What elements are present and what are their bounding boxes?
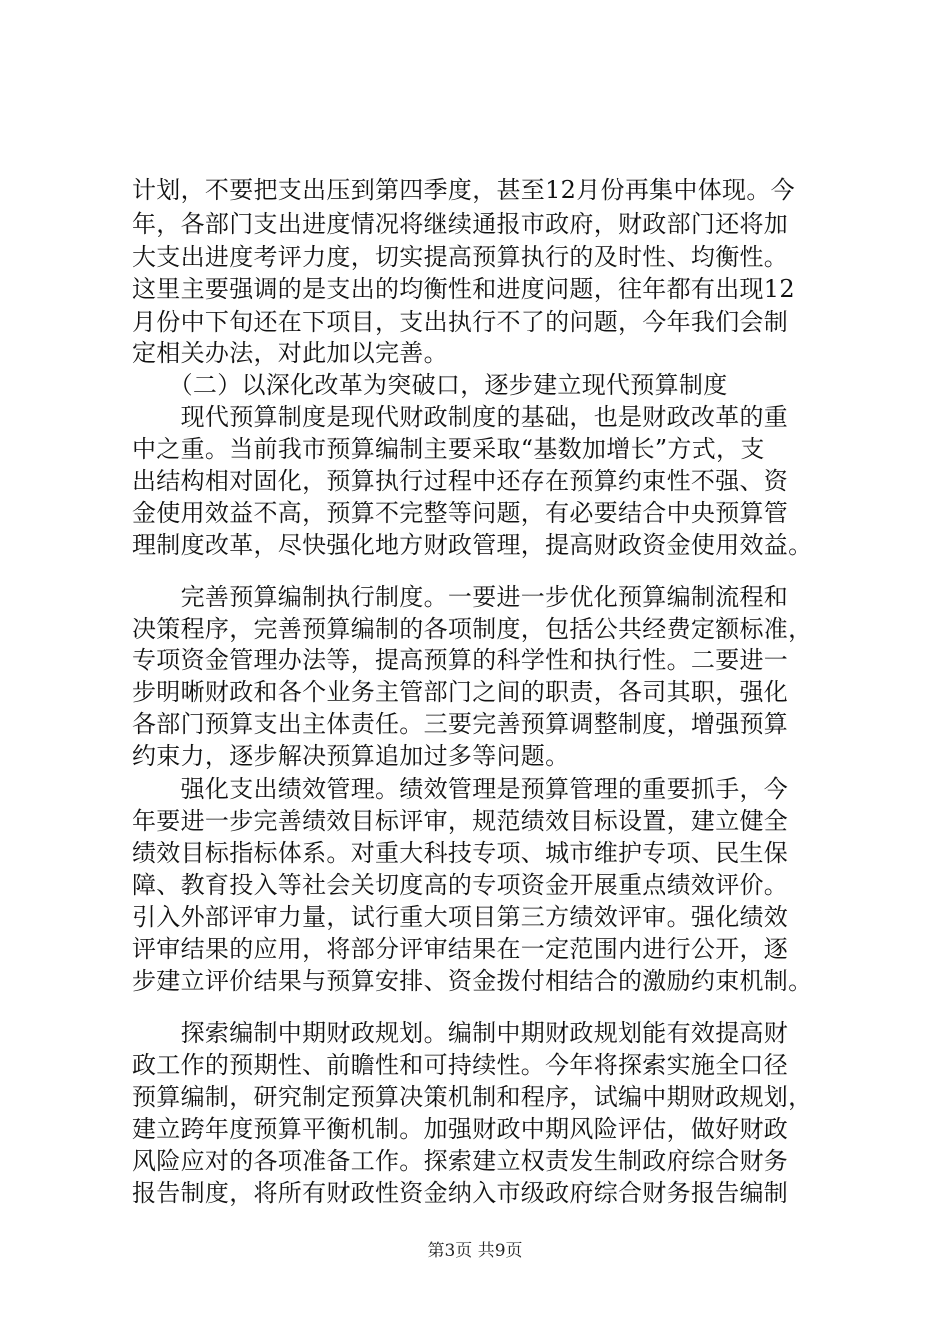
- text-line: 报告制度，将所有财政性资金纳入市级政府综合财务报告编制: [132, 1179, 789, 1207]
- text-line: 强化支出绩效管理。绩效管理是预算管理的重要抓手，今: [132, 775, 789, 803]
- text-line: 中之重。当前我市预算编制主要采取“基数加增长”方式，支: [132, 435, 765, 463]
- text-line: 引入外部评审力量，试行重大项目第三方绩效评审。强化绩效: [132, 903, 789, 931]
- text-line: 大支出进度考评力度，切实提高预算执行的及时性、均衡性。: [132, 243, 789, 271]
- text-line: 各部门预算支出主体责任。三要完善预算调整制度，增强预算: [132, 710, 789, 738]
- text-line: 探索编制中期财政规划。编制中期财政规划能有效提高财: [132, 1019, 789, 1047]
- text-line: 定相关办法，对此加以完善。: [132, 339, 448, 367]
- text-line: 绩效目标指标体系。对重大科技专项、城市维护专项、民生保: [132, 839, 789, 867]
- text-line: 完善预算编制执行制度。一要进一步优化预算编制流程和: [132, 583, 789, 611]
- text-line: 政工作的预期性、前瞻性和可持续性。今年将探索实施全口径: [132, 1051, 789, 1079]
- text-line: 年要进一步完善绩效目标评审，规范绩效目标设置，建立健全: [132, 807, 789, 835]
- text-line: 评审结果的应用，将部分评审结果在一定范围内进行公开，逐: [132, 935, 789, 963]
- text-line: 计划，不要把支出压到第四季度，甚至12月份再集中体现。今: [132, 176, 795, 204]
- text-line: 理制度改革，尽快强化地方财政管理，提高财政资金使用效益。: [132, 531, 813, 559]
- text-line: 这里主要强调的是支出的均衡性和进度问题，往年都有出现12: [132, 275, 795, 303]
- text-line: 金使用效益不高，预算不完整等问题，有必要结合中央预算管: [132, 499, 789, 527]
- text-line: 年，各部门支出进度情况将继续通报市政府，财政部门还将加: [132, 210, 789, 238]
- text-line: 专项资金管理办法等，提高预算的科学性和执行性。二要进一: [132, 646, 789, 674]
- text-line: 步建立评价结果与预算安排、资金拨付相结合的激励约束机制。: [132, 967, 813, 995]
- text-line: 出结构相对固化，预算执行过程中还存在预算约束性不强、资: [132, 467, 789, 495]
- section-heading: （二）以深化改革为突破口，逐步建立现代预算制度: [132, 371, 728, 399]
- text-line: 障、教育投入等社会关切度高的专项资金开展重点绩效评价。: [132, 871, 789, 899]
- text-line: 步明晰财政和各个业务主管部门之间的职责，各司其职，强化: [132, 678, 789, 706]
- page-number-footer: 第3页 共9页: [427, 1241, 523, 1261]
- text-line: 建立跨年度预算平衡机制。加强财政中期风险评估，做好财政: [132, 1115, 789, 1143]
- text-line: 风险应对的各项准备工作。探索建立权责发生制政府综合财务: [132, 1147, 789, 1175]
- text-line: 预算编制，研究制定预算决策机制和程序，试编中期财政规划，: [132, 1083, 813, 1111]
- text-line: 决策程序，完善预算编制的各项制度，包括公共经费定额标准，: [132, 615, 813, 643]
- text-line: 约束力，逐步解决预算追加过多等问题。: [132, 742, 570, 770]
- text-line: 月份中下旬还在下项目，支出执行不了的问题，今年我们会制: [132, 308, 789, 336]
- text-line: 现代预算制度是现代财政制度的基础，也是财政改革的重: [132, 403, 789, 431]
